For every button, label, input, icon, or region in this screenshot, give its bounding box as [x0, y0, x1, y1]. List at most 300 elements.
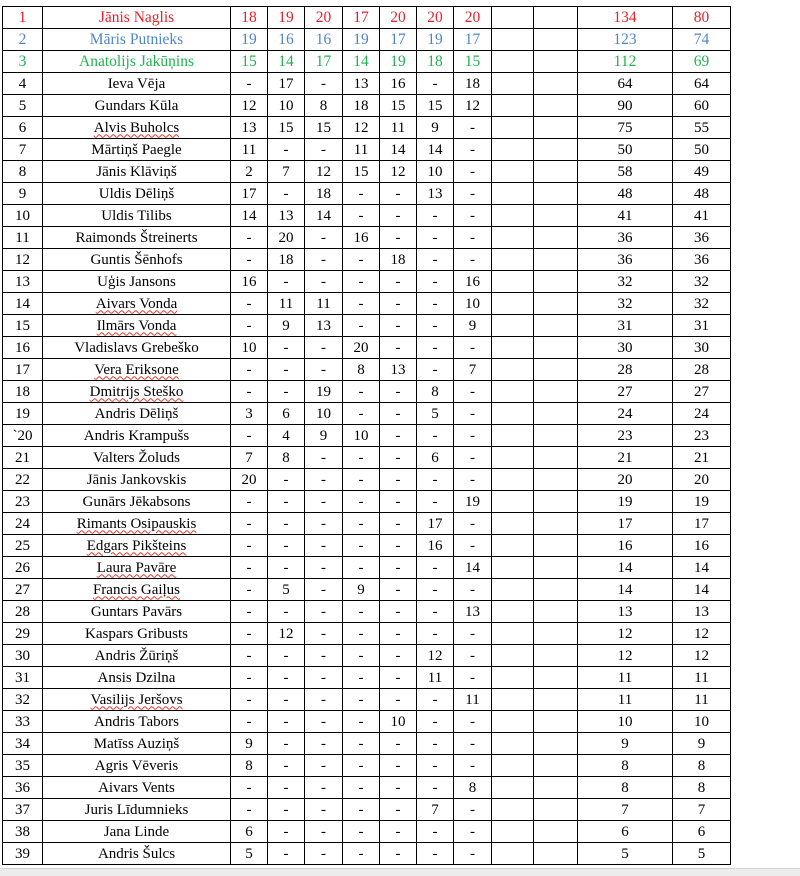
competitor-name: Gundars Kūla	[94, 97, 179, 114]
stage-score-cell: 18	[454, 73, 492, 95]
name-cell	[43, 447, 231, 469]
stage-score-cell: -	[268, 557, 305, 579]
competitor-name: Andris Dēliņš	[94, 405, 179, 422]
stage-score-cell: 9	[417, 117, 454, 139]
empty-cell	[492, 271, 534, 293]
stage-score-cell: 8	[417, 381, 454, 403]
table-row	[3, 139, 731, 161]
stage-score-cell: -	[305, 73, 343, 95]
stage-score-cell: -	[231, 359, 268, 381]
stage-score-cell: 12	[305, 161, 343, 183]
stage-score-cell: 19	[380, 51, 417, 73]
final-score-cell: 6	[673, 821, 731, 843]
competitor-name: Valters Žoluds	[92, 449, 181, 466]
stage-score-cell: -	[231, 227, 268, 249]
empty-cell	[534, 579, 578, 601]
stage-score-cell: -	[417, 843, 454, 865]
empty-cell	[534, 667, 578, 689]
final-score-cell: 8	[673, 755, 731, 777]
stage-score-cell: -	[417, 73, 454, 95]
stage-score-cell: -	[454, 513, 492, 535]
stage-score-cell: -	[231, 623, 268, 645]
total-cell: 20	[578, 469, 673, 491]
empty-cell	[534, 227, 578, 249]
stage-score-cell: 19	[417, 29, 454, 51]
stage-score-cell: 20	[380, 7, 417, 29]
total-cell: 58	[578, 161, 673, 183]
stage-score-cell: 15	[231, 51, 268, 73]
empty-cell	[492, 821, 534, 843]
total-cell: 75	[578, 117, 673, 139]
stage-score-cell: -	[417, 271, 454, 293]
stage-score-cell: 17	[454, 29, 492, 51]
final-score-cell: 13	[673, 601, 731, 623]
stage-score-cell: -	[343, 381, 380, 403]
empty-cell	[534, 557, 578, 579]
stage-score-cell: 8	[454, 777, 492, 799]
final-score-cell: 21	[673, 447, 731, 469]
stage-score-cell: -	[231, 711, 268, 733]
total-cell: 8	[578, 755, 673, 777]
stage-score-cell: 6	[417, 447, 454, 469]
stage-score-cell: 12	[417, 645, 454, 667]
place-cell: 7	[3, 139, 43, 161]
empty-cell	[492, 623, 534, 645]
stage-score-cell: -	[268, 381, 305, 403]
stage-score-cell: -	[305, 447, 343, 469]
stage-score-cell: -	[268, 733, 305, 755]
total-cell: 31	[578, 315, 673, 337]
table-row	[3, 667, 731, 689]
table-row	[3, 579, 731, 601]
final-score-cell: 11	[673, 689, 731, 711]
name-cell	[43, 645, 231, 667]
competitor-name: Andris Žūriņš	[94, 647, 179, 664]
name-cell	[43, 777, 231, 799]
empty-cell	[492, 73, 534, 95]
total-cell: 19	[578, 491, 673, 513]
stage-score-cell: 8	[268, 447, 305, 469]
stage-score-cell: 10	[343, 425, 380, 447]
name-cell	[43, 161, 231, 183]
table-row	[3, 821, 731, 843]
stage-score-cell: 11	[231, 139, 268, 161]
total-cell: 134	[578, 7, 673, 29]
final-score-cell: 12	[673, 623, 731, 645]
stage-score-cell: -	[417, 337, 454, 359]
name-cell	[43, 183, 231, 205]
place-cell: 35	[3, 755, 43, 777]
stage-score-cell: 20	[231, 469, 268, 491]
stage-score-cell: -	[417, 601, 454, 623]
final-score-cell: 69	[673, 51, 731, 73]
stage-score-cell: -	[231, 579, 268, 601]
stage-score-cell: 7	[454, 359, 492, 381]
competitor-name: Agris Vēveris	[94, 757, 179, 774]
competitor-name: Raimonds Štreinerts	[75, 229, 198, 246]
stage-score-cell: -	[343, 645, 380, 667]
competitor-name: Uldis Tilibs	[101, 207, 172, 224]
stage-score-cell: 11	[343, 139, 380, 161]
empty-cell	[492, 513, 534, 535]
stage-score-cell: 17	[268, 73, 305, 95]
table-row	[3, 249, 731, 271]
stage-score-cell: -	[268, 667, 305, 689]
place-cell: 13	[3, 271, 43, 293]
name-cell	[43, 821, 231, 843]
stage-score-cell: -	[305, 271, 343, 293]
stage-score-cell: 16	[268, 29, 305, 51]
stage-score-cell: 9	[454, 315, 492, 337]
total-cell: 10	[578, 711, 673, 733]
final-score-cell: 27	[673, 381, 731, 403]
name-cell	[43, 293, 231, 315]
stage-score-cell: -	[231, 557, 268, 579]
stage-score-cell: -	[343, 469, 380, 491]
stage-score-cell: -	[343, 799, 380, 821]
empty-cell	[492, 381, 534, 403]
stage-score-cell: -	[305, 513, 343, 535]
stage-score-cell: 18	[268, 249, 305, 271]
place-cell: 39	[3, 843, 43, 865]
name-cell	[43, 755, 231, 777]
name-cell	[43, 73, 231, 95]
competitor-name: Juris Līdumnieks	[84, 801, 189, 818]
table-row	[3, 601, 731, 623]
stage-score-cell: -	[380, 667, 417, 689]
total-cell: 41	[578, 205, 673, 227]
total-cell: 9	[578, 733, 673, 755]
stage-score-cell: 18	[380, 249, 417, 271]
empty-cell	[534, 7, 578, 29]
final-score-cell: 7	[673, 799, 731, 821]
empty-cell	[492, 293, 534, 315]
competitor-name: Kaspars Gribusts	[85, 625, 188, 642]
stage-score-cell: -	[454, 645, 492, 667]
final-score-cell: 12	[673, 645, 731, 667]
stage-score-cell: 15	[343, 161, 380, 183]
empty-cell	[492, 799, 534, 821]
competitor-name: Andris Šulcs	[97, 845, 176, 862]
empty-cell	[492, 337, 534, 359]
total-cell: 7	[578, 799, 673, 821]
name-cell	[43, 843, 231, 865]
competitor-name: Ilmārs Vonda	[96, 317, 177, 334]
empty-cell	[534, 843, 578, 865]
table-row	[3, 689, 731, 711]
stage-score-cell: -	[417, 579, 454, 601]
stage-score-cell: -	[305, 227, 343, 249]
empty-cell	[534, 293, 578, 315]
stage-score-cell: -	[305, 667, 343, 689]
total-cell: 11	[578, 689, 673, 711]
place-cell: `20	[3, 425, 43, 447]
stage-score-cell: 13	[417, 183, 454, 205]
table-row	[3, 403, 731, 425]
final-score-cell: 24	[673, 403, 731, 425]
stage-score-cell: 15	[305, 117, 343, 139]
stage-score-cell: -	[417, 689, 454, 711]
stage-score-cell: -	[305, 711, 343, 733]
place-cell: 18	[3, 381, 43, 403]
stage-score-cell: 17	[417, 513, 454, 535]
total-cell: 123	[578, 29, 673, 51]
stage-score-cell: -	[305, 491, 343, 513]
total-cell: 36	[578, 227, 673, 249]
stage-score-cell: 12	[343, 117, 380, 139]
table-row	[3, 271, 731, 293]
final-score-cell: 5	[673, 843, 731, 865]
stage-score-cell: -	[380, 601, 417, 623]
empty-cell	[492, 139, 534, 161]
empty-cell	[492, 491, 534, 513]
stage-score-cell: -	[380, 469, 417, 491]
empty-cell	[492, 249, 534, 271]
stage-score-cell: -	[417, 249, 454, 271]
stage-score-cell: -	[417, 227, 454, 249]
stage-score-cell: 9	[268, 315, 305, 337]
total-cell: 17	[578, 513, 673, 535]
empty-cell	[492, 161, 534, 183]
total-cell: 24	[578, 403, 673, 425]
table-row	[3, 535, 731, 557]
competitor-name: Ieva Vēja	[107, 75, 166, 92]
final-score-cell: 9	[673, 733, 731, 755]
place-cell: 38	[3, 821, 43, 843]
stage-score-cell: 11	[268, 293, 305, 315]
place-cell: 5	[3, 95, 43, 117]
name-cell	[43, 271, 231, 293]
stage-score-cell: -	[454, 469, 492, 491]
stage-score-cell: -	[380, 579, 417, 601]
stage-score-cell: -	[454, 161, 492, 183]
final-score-cell: 74	[673, 29, 731, 51]
stage-score-cell: -	[454, 425, 492, 447]
stage-score-cell: -	[268, 601, 305, 623]
stage-score-cell: -	[380, 381, 417, 403]
stage-score-cell: 7	[268, 161, 305, 183]
place-cell: 29	[3, 623, 43, 645]
empty-cell	[492, 29, 534, 51]
stage-score-cell: -	[268, 271, 305, 293]
stage-score-cell: -	[343, 403, 380, 425]
final-score-cell: 28	[673, 359, 731, 381]
competitor-name: Guntars Pavārs	[90, 603, 183, 620]
stage-score-cell: -	[454, 755, 492, 777]
empty-cell	[534, 315, 578, 337]
stage-score-cell: -	[268, 711, 305, 733]
name-cell	[43, 579, 231, 601]
stage-score-cell: -	[380, 227, 417, 249]
name-cell	[43, 315, 231, 337]
competitor-name: Jānis Klāviņš	[96, 163, 177, 180]
stage-score-cell: 2	[231, 161, 268, 183]
stage-score-cell: -	[231, 777, 268, 799]
competitor-name: Francis Gaiļus	[92, 581, 181, 598]
place-cell: 30	[3, 645, 43, 667]
total-cell: 90	[578, 95, 673, 117]
stage-score-cell: -	[417, 425, 454, 447]
place-cell: 27	[3, 579, 43, 601]
competitor-name: Vasilijs Jeršovs	[90, 691, 183, 708]
stage-score-cell: -	[380, 491, 417, 513]
empty-cell	[492, 7, 534, 29]
name-cell	[43, 7, 231, 29]
empty-cell	[492, 227, 534, 249]
place-cell: 19	[3, 403, 43, 425]
stage-score-cell: -	[343, 755, 380, 777]
stage-score-cell: 14	[380, 139, 417, 161]
place-cell: 9	[3, 183, 43, 205]
stage-score-cell: 6	[268, 403, 305, 425]
stage-score-cell: -	[380, 755, 417, 777]
place-cell: 24	[3, 513, 43, 535]
empty-cell	[492, 403, 534, 425]
empty-cell	[492, 843, 534, 865]
competitor-name: Rimants Osipauskis	[76, 515, 197, 532]
name-cell	[43, 381, 231, 403]
name-cell	[43, 513, 231, 535]
final-score-cell: 36	[673, 227, 731, 249]
name-cell	[43, 491, 231, 513]
empty-cell	[534, 183, 578, 205]
final-score-cell: 31	[673, 315, 731, 337]
empty-cell	[534, 205, 578, 227]
stage-score-cell: 17	[380, 29, 417, 51]
total-cell: 50	[578, 139, 673, 161]
empty-cell	[534, 733, 578, 755]
table-row	[3, 645, 731, 667]
stage-score-cell: -	[305, 601, 343, 623]
total-cell: 14	[578, 579, 673, 601]
total-cell: 13	[578, 601, 673, 623]
table-row	[3, 447, 731, 469]
stage-score-cell: -	[231, 315, 268, 337]
stage-score-cell: -	[231, 799, 268, 821]
stage-score-cell: -	[380, 535, 417, 557]
empty-cell	[534, 161, 578, 183]
stage-score-cell: 5	[417, 403, 454, 425]
name-cell	[43, 667, 231, 689]
stage-score-cell: -	[454, 579, 492, 601]
stage-score-cell: -	[454, 843, 492, 865]
stage-score-cell: -	[268, 491, 305, 513]
empty-cell	[534, 73, 578, 95]
empty-cell	[534, 271, 578, 293]
stage-score-cell: 19	[305, 381, 343, 403]
stage-score-cell: 8	[343, 359, 380, 381]
stage-score-cell: 10	[231, 337, 268, 359]
stage-score-cell: -	[343, 711, 380, 733]
competitor-name: Vera Eriksone	[94, 361, 179, 378]
stage-score-cell: -	[268, 777, 305, 799]
table-row	[3, 843, 731, 865]
stage-score-cell: -	[268, 359, 305, 381]
stage-score-cell: -	[343, 623, 380, 645]
stage-score-cell: -	[305, 623, 343, 645]
stage-score-cell: 13	[268, 205, 305, 227]
stage-score-cell: -	[417, 205, 454, 227]
competitor-name: Alvis Buholcs	[93, 119, 180, 136]
empty-cell	[534, 777, 578, 799]
empty-cell	[534, 755, 578, 777]
place-cell: 6	[3, 117, 43, 139]
stage-score-cell: -	[454, 535, 492, 557]
stage-score-cell: -	[454, 733, 492, 755]
stage-score-cell: -	[454, 821, 492, 843]
total-cell: 64	[578, 73, 673, 95]
stage-score-cell: -	[454, 623, 492, 645]
stage-score-cell: -	[454, 711, 492, 733]
final-score-cell: 16	[673, 535, 731, 557]
stage-score-cell: -	[343, 315, 380, 337]
empty-cell	[492, 557, 534, 579]
total-cell: 12	[578, 645, 673, 667]
name-cell	[43, 623, 231, 645]
stage-score-cell: 13	[305, 315, 343, 337]
stage-score-cell: -	[343, 249, 380, 271]
stage-score-cell: -	[305, 777, 343, 799]
stage-score-cell: 20	[454, 7, 492, 29]
empty-cell	[534, 469, 578, 491]
stage-score-cell: -	[454, 447, 492, 469]
empty-cell	[534, 381, 578, 403]
stage-score-cell: -	[268, 469, 305, 491]
final-score-cell: 20	[673, 469, 731, 491]
stage-score-cell: 7	[231, 447, 268, 469]
competitor-name: Māris Putnieks	[89, 30, 184, 48]
empty-cell	[534, 337, 578, 359]
stage-score-cell: -	[380, 645, 417, 667]
competitor-name: Matīss Auziņš	[93, 735, 180, 752]
stage-score-cell: -	[380, 183, 417, 205]
stage-score-cell: 16	[417, 535, 454, 557]
place-cell: 15	[3, 315, 43, 337]
stage-score-cell: 16	[343, 227, 380, 249]
stage-score-cell: -	[417, 755, 454, 777]
empty-cell	[534, 51, 578, 73]
table-row	[3, 183, 731, 205]
table-row	[3, 469, 731, 491]
stage-score-cell: 19	[231, 29, 268, 51]
stage-score-cell: 18	[417, 51, 454, 73]
stage-score-cell: 14	[305, 205, 343, 227]
stage-score-cell: -	[305, 337, 343, 359]
stage-score-cell: 13	[380, 359, 417, 381]
competitor-name: Vladislavs Grebeško	[74, 339, 199, 356]
competitor-name: Uldis Dēliņš	[98, 185, 175, 202]
stage-score-cell: -	[231, 667, 268, 689]
stage-score-cell: 15	[268, 117, 305, 139]
stage-score-cell: -	[380, 689, 417, 711]
name-cell	[43, 601, 231, 623]
empty-cell	[534, 623, 578, 645]
place-cell: 37	[3, 799, 43, 821]
stage-score-cell: -	[454, 337, 492, 359]
stage-score-cell: 15	[454, 51, 492, 73]
stage-score-cell: 12	[454, 95, 492, 117]
stage-score-cell: -	[268, 645, 305, 667]
stage-score-cell: 5	[231, 843, 268, 865]
stage-score-cell: -	[268, 799, 305, 821]
stage-score-cell: -	[343, 491, 380, 513]
stage-score-cell: 18	[305, 183, 343, 205]
stage-score-cell: -	[305, 645, 343, 667]
stage-score-cell: -	[454, 227, 492, 249]
stage-score-cell: 20	[343, 337, 380, 359]
total-cell: 5	[578, 843, 673, 865]
name-cell	[43, 139, 231, 161]
